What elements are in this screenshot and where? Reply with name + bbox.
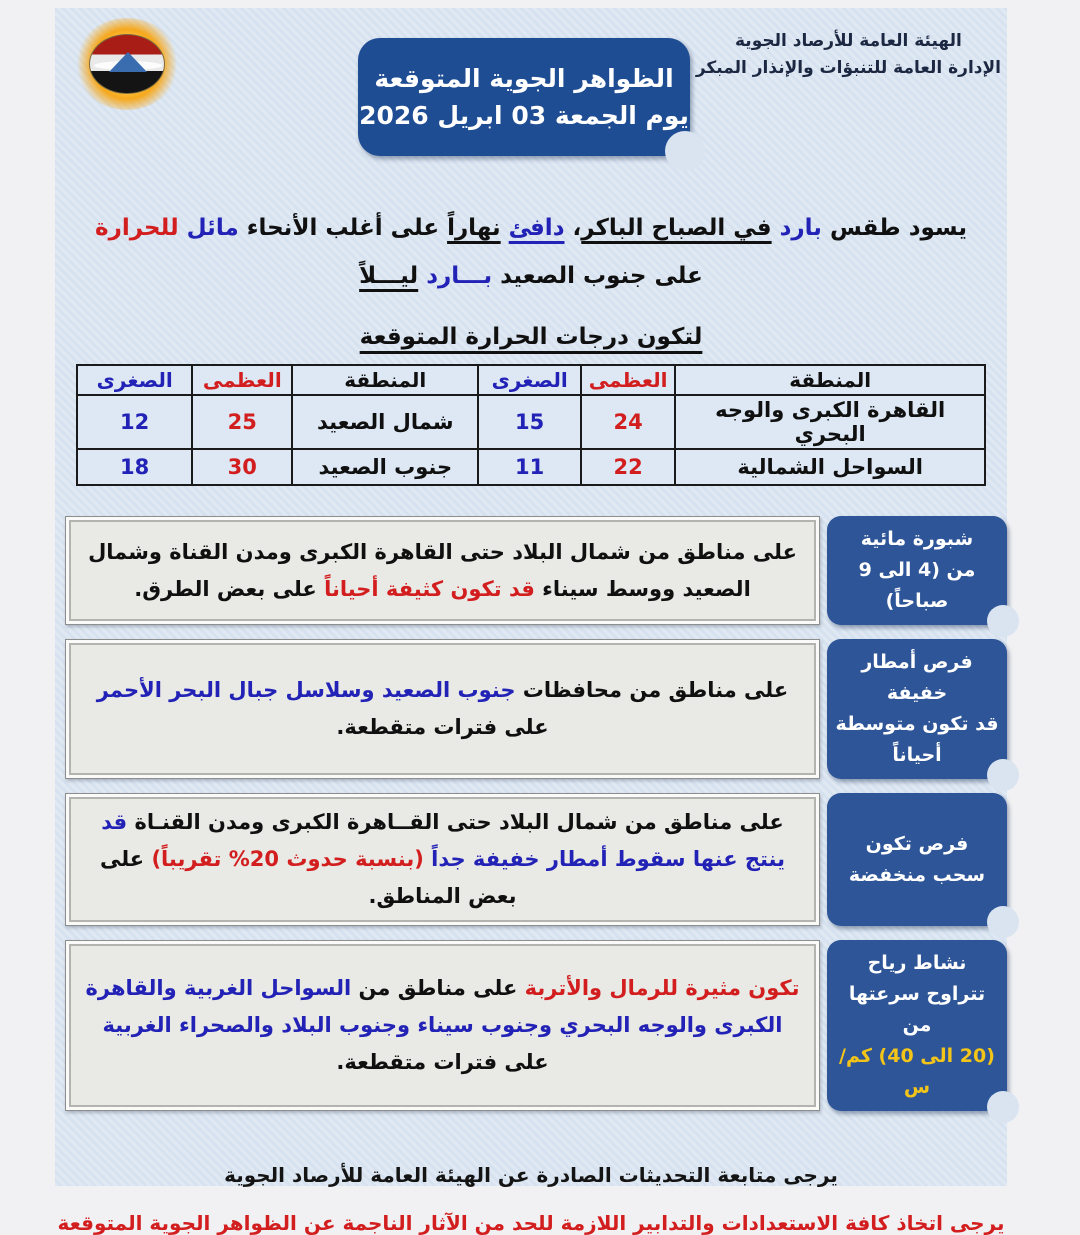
weather-summary-paragraph: يسود طقس بارد في الصباح الباكر، دافئ نهاراً على أغلب الأنحاء مائل للحرارة على جنوب الصعيد بـــارد ليـــلاً [95,215,967,289]
min-temp: 18 [77,449,192,485]
col-header-min-2: الصغرى [77,365,192,395]
region-name: شمال الصعيد [292,395,478,449]
col-header-min-1: الصغرى [478,365,581,395]
section-rain [65,639,1007,779]
section-wind [65,940,1007,1111]
wind-description [65,940,820,1111]
title-banner [358,38,690,156]
max-temp: 24 [581,395,675,449]
col-header-max-1: العظمى [581,365,675,395]
label-line: فرص أمطار خفيفة [861,651,973,704]
forecast-date: يوم الجمعة 03 ابريل 2026 [359,101,689,130]
content-area [55,204,1007,1235]
label-line: شبورة مائية [860,528,974,550]
table-header-row [77,365,985,395]
organization-name [696,28,1001,82]
table-row [77,449,985,485]
org-line-1: الهيئة العامة للأرصاد الجوية [735,31,962,51]
fog-description [65,516,820,625]
table-row [77,395,985,449]
region-name: القاهرة الكبرى والوجه البحري [675,395,985,449]
col-header-region-1: المنطقة [675,365,985,395]
fog-label [827,516,1007,625]
region-name: السواحل الشمالية [675,449,985,485]
page-title: الظواهر الجوية المتوقعة [374,64,674,93]
low-clouds-description [65,793,820,926]
max-temp: 22 [581,449,675,485]
col-header-region-2: المنطقة [292,365,478,395]
org-line-2: الإدارة العامة للتنبؤات والإنذار المبكر [695,58,1001,78]
meteorological-authority-logo [75,18,179,110]
fog-description-text: على مناطق من شمال البلاد حتى القاهرة الكبرى ومدن القناة وشمال الصعيد ووسط سيناء قد تكون كثيفة أحياناً على بعض الطرق. [88,539,797,601]
low-clouds-label [827,793,1007,926]
label-line-speed: (20 الى 40) كم/س [839,1045,995,1098]
label-line: سحب منخفضة [848,863,986,886]
rain-label [827,639,1007,779]
rain-description [65,639,820,779]
phenomena-sections [65,516,1007,1111]
label-line: من (4 الى 9 صباحاً) [858,559,976,612]
page-background [55,8,1007,1235]
min-temp: 12 [77,395,192,449]
section-fog [65,516,1007,625]
footer-note-updates: يرجى متابعة التحديثات الصادرة عن الهيئة العامة للأرصاد الجوية [224,1163,838,1187]
low-clouds-description-text: على مناطق من شمال البلاد حتى القــاهرة الكبرى ومدن القنـاة قد ينتج عنها سقوط أمطار خفيفة جداً (بنسبة حدوث 20% تقريباً) على بعض المناطق. [99,810,786,908]
section-low-clouds [65,793,1007,926]
wind-label [827,940,1007,1111]
temperature-table [76,364,986,486]
label-line: قد تكون متوسطة أحياناً [835,713,999,766]
region-name: جنوب الصعيد [292,449,478,485]
min-temp: 15 [478,395,581,449]
label-line: فرص تكون [865,832,969,855]
max-temp: 30 [192,449,292,485]
flag-emblem-icon [89,34,165,94]
wind-description-text: تكون مثيرة للرمال والأتربة على مناطق من السواحل الغربية والقاهرة الكبرى والوجه البحري وجنوب سيناء وجنوب البلاد والصحراء الغربية على فترات متقطعة. [85,976,800,1074]
min-temp: 11 [478,449,581,485]
rain-description-text: على مناطق من محافظات جنوب الصعيد وسلاسل جبال البحر الأحمر على فترات متقطعة. [96,678,789,739]
max-temp: 25 [192,395,292,449]
temperature-table-title: لتكون درجات الحرارة المتوقعة [359,324,703,350]
label-line: نشاط رياح [867,952,967,974]
col-header-max-2: العظمى [192,365,292,395]
footer-note-precautions: يرجى اتخاذ كافة الاستعدادات والتدابير اللازمة للحد من الآثار الناجمة عن الظواهر الجوية المتوقعة [57,1211,1005,1235]
label-line: تتراوح سرعتها من [848,983,986,1036]
